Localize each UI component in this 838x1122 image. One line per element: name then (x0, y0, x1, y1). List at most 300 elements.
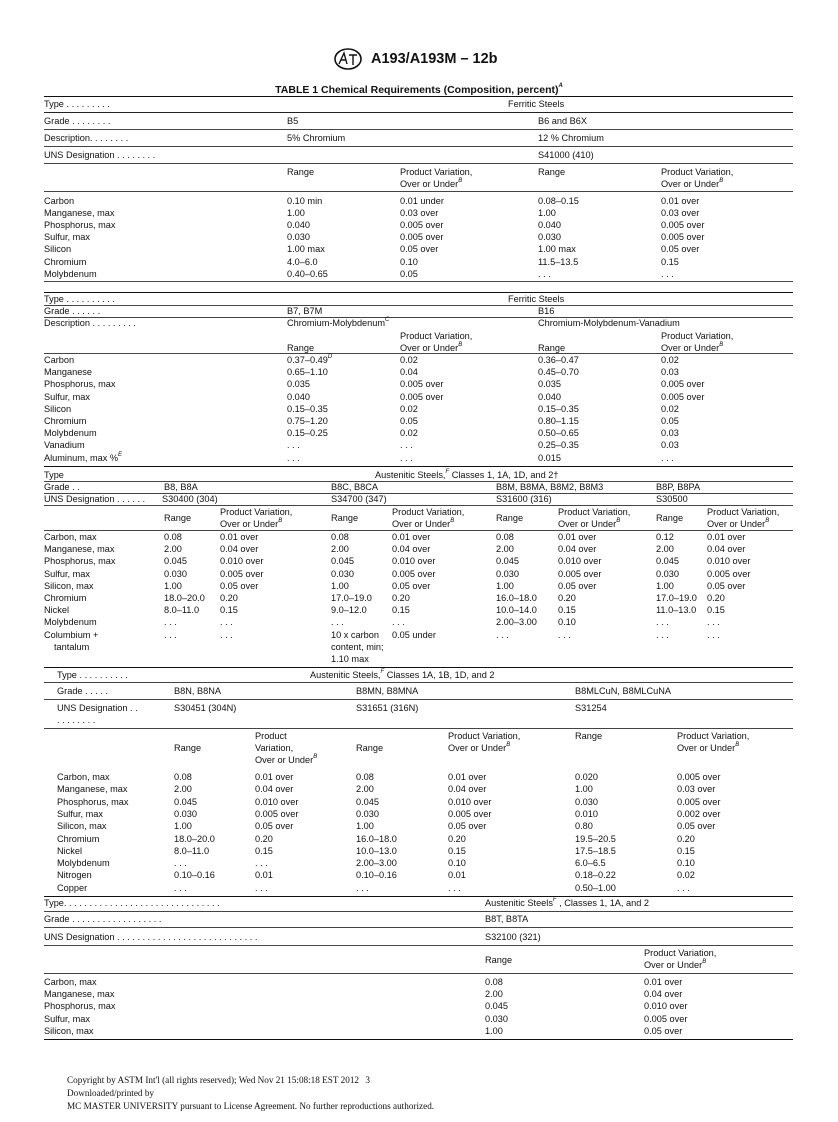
variation-value: 0.05 over (707, 580, 746, 591)
range-value: 4.0–6.0 (287, 256, 318, 267)
table-rule (44, 896, 793, 897)
range-value: . . . (356, 882, 369, 893)
variation-value: . . . (220, 630, 233, 640)
column-header: Over or Under$^B$ (400, 342, 463, 353)
variation-value: 0.01 over (255, 772, 294, 782)
range-value: 8.0–11.0 (174, 845, 210, 856)
range-value: 0.08 (331, 532, 349, 542)
range-value: 0.08 (356, 772, 374, 782)
range-value: 0.030 (287, 232, 310, 243)
range-value: 0.030 (164, 568, 187, 579)
variation-value: 0.15 (558, 605, 576, 616)
range-value: 0.030 (575, 796, 598, 807)
variation-value: 0.10 (558, 617, 576, 628)
grade-value: B16 (538, 306, 555, 316)
description-value: 12 % Chromium (538, 133, 604, 143)
row-label-uns: . . . . . . . . (57, 715, 96, 725)
range-value: . . . (331, 617, 344, 628)
grade-value: B8T, B8TA (485, 914, 529, 924)
column-header: Range (496, 513, 524, 523)
uns-value: S30451 (304N) (174, 703, 237, 713)
table-rule (44, 945, 793, 946)
column-header: Over or Under$^B$ (677, 742, 740, 753)
variation-value: 0.02 (677, 870, 695, 881)
description-value: Chromium-Molybdenum$^C$ (287, 317, 390, 328)
element-name: Sulfur, max (44, 568, 90, 579)
range-value: 0.40–0.65 (287, 268, 328, 279)
variation-value: 0.01 over (661, 196, 700, 206)
variation-value: 0.03 (661, 428, 679, 439)
element-name: Sulfur, max (44, 232, 90, 243)
variation-value: 0.010 over (255, 796, 299, 807)
range-value: 18.0–20.0 (174, 833, 215, 844)
range-value: 0.045 (485, 1001, 508, 1012)
variation-value: 0.005 over (558, 568, 602, 579)
variation-value: 0.005 over (661, 232, 705, 243)
range-value: 2.00 (656, 544, 674, 555)
variation-value: 0.10 (448, 858, 466, 869)
element-name: Sulfur, max (44, 1013, 90, 1024)
range-value: 0.045 (331, 556, 354, 567)
variation-value: . . . (400, 452, 413, 463)
range-value: 0.08–0.15 (538, 196, 579, 206)
column-header: Over or Under$^B$ (255, 754, 318, 765)
range-value: 8.0–11.0 (164, 605, 200, 616)
uns-value: S41000 (410) (538, 150, 594, 160)
variation-value: 0.03 (661, 367, 679, 378)
element-name: Sulfur, max (44, 391, 90, 402)
variation-value: 0.10 (400, 256, 418, 267)
column-header: Product Variation, (677, 731, 750, 741)
variation-value: 0.02 (400, 428, 418, 439)
range-value: 1.00 (538, 208, 556, 219)
range-value: 11.0–13.0 (656, 605, 697, 616)
variation-value: 0.05 (661, 416, 679, 426)
table-rule (44, 1039, 793, 1040)
variation-value: 0.05 over (661, 244, 700, 255)
table-rule (44, 911, 793, 912)
element-name: Phosphorus, max (57, 796, 129, 807)
variation-value: 0.005 over (255, 808, 299, 819)
variation-value: . . . (220, 617, 233, 628)
column-header: Product Variation, (400, 331, 473, 341)
range-value: 0.040 (287, 220, 310, 231)
range-value: . . . (164, 630, 177, 640)
element-name: Phosphorus, max (44, 556, 116, 567)
element-name: Chromium (44, 593, 87, 603)
variation-value: 0.005 over (644, 1013, 688, 1024)
element-name: Copper (57, 882, 88, 893)
element-name: Silicon (44, 403, 72, 414)
variation-value: 0.010 over (707, 556, 751, 567)
range-value: 1.00 (287, 208, 305, 219)
range-value: 0.08 (496, 532, 514, 542)
range-value: 2.00 (485, 989, 503, 1000)
range-value: 0.08 (485, 977, 503, 987)
variation-value: 0.005 over (661, 220, 705, 231)
range-value: . . . (287, 452, 300, 463)
row-label-grade: Grade . . . . . (57, 686, 109, 696)
range-value: 0.50–1.00 (575, 882, 616, 893)
variation-value: 0.01 over (558, 532, 597, 542)
range-value: 0.045 (164, 556, 187, 567)
range-value: 0.80–1.15 (538, 416, 579, 426)
table-rule (44, 292, 793, 293)
table-caption: TABLE 1 Chemical Requirements (Composition, percent)$^A$ (275, 83, 563, 96)
element-name: Carbon (44, 196, 75, 206)
range-value: 0.020 (575, 772, 598, 782)
range-value: 0.18–0.22 (575, 870, 616, 881)
range-value: 0.030 (485, 1013, 508, 1024)
variation-value: 0.15 (661, 256, 679, 267)
row-label-description: Description. . . . . . . . (44, 133, 129, 143)
variation-value: 0.01 over (220, 532, 259, 542)
range-value: . . . (496, 630, 509, 640)
variation-value: 0.03 (661, 440, 679, 451)
variation-value: 0.005 over (677, 796, 721, 807)
variation-value: 0.01 over (707, 532, 746, 542)
table-rule (44, 305, 793, 306)
row-label-uns: UNS Designation . . (57, 703, 138, 713)
variation-value: 0.15 (448, 845, 466, 856)
grade-value: B8, B8A (164, 482, 198, 492)
table-rule (44, 530, 793, 531)
variation-value: 0.04 (400, 367, 418, 378)
column-header: Range (174, 743, 202, 753)
range-value: 0.045 (174, 796, 197, 807)
range-value: 2.00 (164, 544, 182, 555)
element-name: tantalum (54, 642, 90, 652)
variation-value: 0.05 over (400, 244, 439, 255)
variation-value: . . . (448, 882, 461, 893)
column-header: Range (485, 955, 513, 965)
range-value: 0.08 (174, 772, 192, 782)
range-value: . . . (656, 617, 669, 628)
range-value: . . . (538, 268, 551, 279)
table-rule (44, 112, 793, 113)
variation-value: 0.04 over (707, 544, 746, 555)
range-value: 16.0–18.0 (496, 593, 537, 603)
astm-logo-icon (333, 48, 363, 70)
page-number: 3 (365, 1075, 370, 1085)
column-header: Range (164, 513, 192, 523)
row-label-grade: Grade . . . . . . . . (44, 116, 111, 126)
variation-value: 0.20 (255, 833, 273, 844)
range-value: 11.5–13.5 (538, 256, 579, 267)
range-value: 2.00–3.00 (356, 858, 397, 869)
variation-value: . . . (661, 268, 674, 279)
variation-value: 0.005 over (400, 379, 444, 390)
row-label-uns: UNS Designation . . . . . . . . (44, 150, 156, 160)
variation-value: 0.010 over (448, 796, 492, 807)
table-rule (44, 191, 793, 192)
column-header: Range (538, 343, 566, 353)
table-rule (44, 353, 793, 354)
range-value: content, min; (331, 642, 384, 652)
variation-value: 0.05 over (558, 580, 597, 591)
element-name: Manganese, max (57, 784, 128, 795)
column-header: Over or Under$^B$ (661, 178, 724, 189)
element-name: Molybdenum (44, 268, 97, 279)
grade-value: B7, B7M (287, 306, 323, 316)
element-name: Silicon, max (44, 580, 94, 591)
row-label-type: Type. . . . . . . . . . . . . . . . . . . . . . . . . . . . . . . (44, 898, 220, 908)
range-value: 0.040 (287, 391, 310, 402)
range-value: 0.040 (538, 391, 561, 402)
column-header: Product Variation, (392, 507, 465, 517)
element-name: Carbon (44, 355, 75, 365)
row-label-grade: Grade . . (44, 482, 80, 492)
variation-value: . . . (255, 858, 268, 869)
variation-value: 0.010 over (392, 556, 436, 567)
variation-value: 0.20 (677, 833, 695, 844)
element-name: Phosphorus, max (44, 1001, 116, 1012)
range-value: 17.5–18.5 (575, 845, 616, 856)
uns-value: S31651 (316N) (356, 703, 419, 713)
table-rule (44, 466, 793, 467)
range-value: 0.015 (538, 452, 561, 463)
variation-value: 0.005 over (661, 379, 705, 390)
column-header: Product Variation, (448, 731, 521, 741)
range-value: 2.00 (356, 784, 374, 795)
row-label-description: Description . . . . . . . . . (44, 318, 136, 328)
type-value: Austenitic Steels,$^F$ Classes 1, 1A, 1D, and 2† (375, 469, 559, 480)
footer-license: MC MASTER UNIVERSITY pursuant to License Agreement. No further reproductions authorized. (67, 1101, 435, 1111)
row-label-type: Type . . . . . . . . . . (44, 294, 115, 304)
element-name: Manganese, max (44, 208, 115, 219)
range-value: 0.030 (496, 568, 519, 579)
column-header: Product Variation, (661, 331, 734, 341)
element-name: Nickel (44, 605, 70, 616)
element-name: Manganese, max (44, 544, 115, 555)
range-value: 0.10 min (287, 196, 323, 206)
range-value: 1.00 (331, 580, 349, 591)
column-header: Product Variation, (661, 167, 734, 177)
element-name: Molybdenum (44, 617, 97, 628)
range-value: 0.045 (496, 556, 519, 567)
element-name: Carbon, max (44, 977, 97, 987)
range-value: 0.030 (656, 568, 679, 579)
uns-value: S32100 (321) (485, 932, 541, 942)
table-rule (44, 667, 793, 668)
variation-value: 0.005 over (707, 568, 751, 579)
range-value: 0.08 (164, 532, 182, 542)
variation-value: 0.002 over (677, 808, 721, 819)
variation-value: 0.20 (558, 593, 576, 603)
variation-value: . . . (707, 630, 720, 640)
range-value: 6.0–6.5 (575, 858, 606, 869)
column-header: Range (287, 343, 315, 353)
element-name: Phosphorus, max (44, 220, 116, 231)
element-name: Nitrogen (57, 870, 92, 881)
grade-value: B8C, B8CA (331, 482, 378, 492)
variation-value: 0.02 (661, 355, 679, 365)
range-value: 1.00 (164, 580, 182, 591)
range-value: 0.15–0.35 (287, 403, 328, 414)
range-value: 1.00 max (538, 244, 576, 255)
range-value: 1.00 (496, 580, 514, 591)
element-name: Silicon, max (44, 1025, 94, 1036)
variation-value: . . . (707, 617, 720, 628)
range-value: 19.5–20.5 (575, 833, 616, 844)
element-name: Sulfur, max (57, 808, 103, 819)
column-header: Over or Under$^B$ (558, 518, 621, 529)
variation-value: 0.02 (400, 355, 418, 365)
variation-value: 0.05 over (644, 1025, 683, 1036)
row-label-type: Type . . . . . . . . . . (57, 670, 128, 680)
range-value: 0.040 (538, 220, 561, 231)
variation-value: 0.05 over (392, 580, 431, 591)
range-value: 0.75–1.20 (287, 416, 328, 426)
range-value: 0.045 (356, 796, 379, 807)
range-value: 2.00–3.00 (496, 617, 537, 628)
element-name: Vanadium (44, 440, 85, 451)
table-rule (44, 973, 793, 974)
variation-value: . . . (400, 440, 413, 451)
range-value: . . . (174, 882, 187, 893)
range-value: 1.00 (656, 580, 674, 591)
variation-value: 0.15 (392, 605, 410, 616)
element-name: Chromium (44, 256, 87, 267)
variation-value: 0.03 over (400, 208, 439, 219)
variation-value: 0.010 over (220, 556, 264, 567)
row-label-uns: UNS Designation . . . . . . . . . . . . . . . . . . . . . . . . . . . . (44, 932, 258, 942)
column-header: Range (287, 167, 315, 177)
variation-value: 0.02 (400, 403, 418, 414)
variation-value: 0.15 (220, 605, 238, 616)
table-rule (44, 317, 793, 318)
table-rule (44, 96, 793, 97)
range-value: 0.010 (575, 808, 598, 819)
grade-value: B8N, B8NA (174, 686, 221, 696)
column-header: Over or Under$^B$ (220, 518, 283, 529)
variation-value: 0.20 (392, 593, 410, 603)
variation-value: . . . (392, 617, 405, 628)
element-name: Phosphorus, max (44, 379, 116, 390)
element-name: Manganese (44, 367, 93, 378)
range-value: 0.50–0.65 (538, 428, 579, 439)
range-value: 0.035 (538, 379, 561, 390)
variation-value: 0.15 (255, 845, 273, 856)
element-name: Silicon (44, 244, 72, 255)
variation-value: 0.04 over (392, 544, 431, 555)
variation-value: 0.005 over (400, 232, 444, 243)
variation-value: 0.04 over (558, 544, 597, 555)
grade-value: B5 (287, 116, 299, 126)
table-rule (44, 281, 793, 282)
range-value: 18.0–20.0 (164, 593, 205, 603)
row-label-grade: Grade . . . . . . . . . . . . . . . . . . (44, 914, 162, 924)
element-name: Aluminum, max %$^E$ (44, 451, 123, 463)
variation-value: 0.15 (707, 605, 725, 616)
column-header: Range (356, 743, 384, 753)
range-value: 0.80 (575, 821, 593, 832)
range-value: 0.65–1.10 (287, 367, 328, 378)
column-header: Product Variation, (558, 507, 631, 517)
range-value: . . . (656, 630, 669, 640)
range-value: 1.00 (174, 821, 192, 832)
variation-value: 0.01 (255, 870, 273, 881)
column-header: Range (331, 513, 359, 523)
range-value: 0.10–0.16 (174, 870, 215, 881)
row-label-type: Type (44, 470, 64, 480)
variation-value: 0.010 over (558, 556, 602, 567)
range-value: 9.0–12.0 (331, 605, 367, 616)
range-value: 17.0–19.0 (656, 593, 697, 603)
variation-value: 0.20 (707, 593, 725, 603)
variation-value: 0.04 over (255, 784, 294, 795)
range-value: 1.00 (575, 784, 593, 795)
footer-downloaded: Downloaded/printed by (67, 1088, 155, 1098)
variation-value: 0.01 over (448, 772, 487, 782)
variation-value: 0.05 over (255, 821, 294, 832)
column-header: Product Variation, (644, 948, 717, 958)
variation-value: 0.20 (220, 593, 238, 603)
column-header: Over or Under$^B$ (644, 959, 707, 970)
variation-value: 0.005 over (392, 568, 436, 579)
variation-value: 0.04 over (220, 544, 259, 555)
type-value: Ferritic Steels (508, 99, 565, 109)
column-header: Product Variation, (220, 507, 293, 517)
grade-value: B8M, B8MA, B8M2, B8M3 (496, 482, 604, 492)
variation-value: 0.03 over (677, 784, 716, 795)
range-value: . . . (174, 858, 187, 869)
column-header: Over or Under$^B$ (707, 518, 770, 529)
table-rule (44, 927, 793, 928)
range-value: 16.0–18.0 (356, 833, 397, 844)
variation-value: 0.01 under (400, 196, 444, 206)
column-header: Over or Under$^B$ (400, 178, 463, 189)
variation-value: 0.05 under (392, 630, 436, 640)
table-rule (44, 163, 793, 164)
range-value: 0.15–0.35 (538, 403, 579, 414)
type-value: Austenitic Steels$^F$ , Classes 1, 1A, and 2 (485, 897, 650, 908)
element-name: Molybdenum (57, 858, 110, 869)
table-rule (44, 682, 793, 683)
table-rule (44, 129, 793, 130)
column-header: Product Variation, (707, 507, 780, 517)
column-header: Over or Under$^B$ (448, 742, 511, 753)
column-header: Variation, (255, 743, 294, 753)
range-value: 0.12 (656, 532, 674, 542)
variation-value: 0.05 over (448, 821, 487, 832)
variation-value: 0.02 (661, 403, 679, 414)
range-value: 0.36–0.47 (538, 355, 579, 365)
range-value: 0.045 (656, 556, 679, 567)
range-value: 0.10–0.16 (356, 870, 397, 881)
variation-value: 0.05 (400, 416, 418, 426)
range-value: 1.00 max (287, 244, 325, 255)
element-name: Manganese, max (44, 989, 115, 1000)
grade-value: B6 and B6X (538, 116, 588, 126)
grade-value: B8P, B8PA (656, 482, 701, 492)
range-value: 2.00 (174, 784, 192, 795)
range-value: 1.10 max (331, 654, 369, 664)
document-title: A193/A193M – 12b (371, 51, 498, 67)
element-name: Silicon, max (57, 821, 107, 832)
range-value: 10.0–13.0 (356, 845, 397, 856)
range-value: 1.00 (485, 1025, 503, 1036)
range-value: 0.030 (538, 232, 561, 243)
range-value: 0.15–0.25 (287, 428, 328, 439)
range-value: 0.030 (356, 808, 379, 819)
range-value: 0.030 (174, 808, 197, 819)
grade-value: B8MN, B8MNA (356, 686, 419, 696)
range-value: 2.00 (331, 544, 349, 555)
variation-value: 0.005 over (661, 391, 705, 402)
description-value: 5% Chromium (287, 133, 346, 143)
type-value: Ferritic Steels (508, 294, 565, 304)
